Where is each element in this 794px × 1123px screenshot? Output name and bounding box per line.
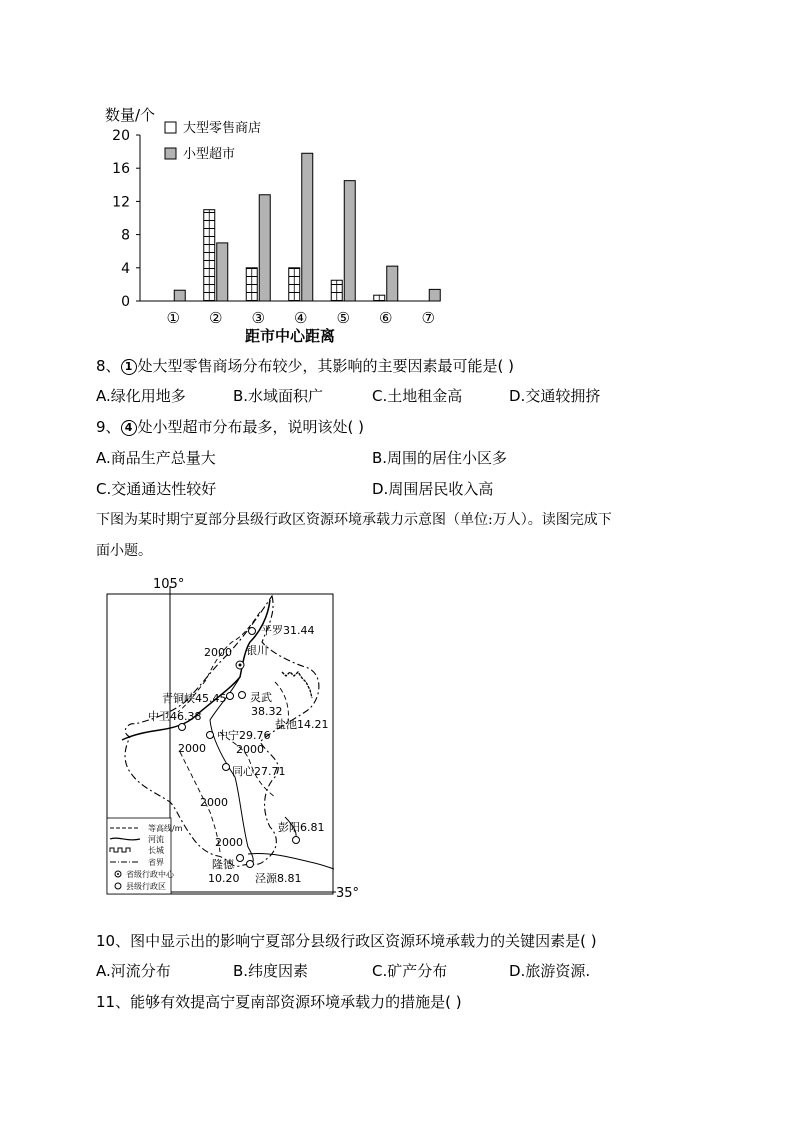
svg-text:省界: 省界 bbox=[148, 858, 164, 867]
place-label-pingluo: 平罗31.44 bbox=[261, 624, 315, 637]
bar-small-market bbox=[174, 290, 185, 301]
x-tick-label: ⑦ bbox=[421, 309, 435, 327]
y-tick-label: 0 bbox=[121, 294, 130, 310]
contour-label: 2000 bbox=[215, 836, 243, 849]
bar-small-market bbox=[217, 243, 228, 301]
bar-chart bbox=[95, 100, 455, 350]
q10-option-a[interactable]: A.河流分布 bbox=[96, 962, 171, 980]
place-label-zhongwei: 中卫46.38 bbox=[148, 710, 202, 723]
place-label-tongxin: 同心27.71 bbox=[232, 765, 286, 778]
place-label-jingyuan: 泾源8.81 bbox=[255, 872, 302, 885]
map-legend bbox=[107, 818, 183, 894]
svg-text:县级行政区: 县级行政区 bbox=[126, 882, 166, 891]
place-label-longde: 隆德 10.20 bbox=[208, 858, 240, 885]
q10-option-d[interactable]: D.旅游资源. bbox=[509, 962, 591, 980]
question-8 bbox=[96, 356, 514, 376]
legend-label-large-store: 大型零售商店 bbox=[183, 121, 262, 136]
bar-small-market bbox=[429, 289, 440, 301]
y-axis-label: 数量/个 bbox=[105, 106, 156, 124]
circled-number-icon: 1 bbox=[121, 359, 137, 375]
question-11: 11、能够有效提高宁夏南部资源环境承载力的措施是( ) bbox=[96, 993, 462, 1011]
svg-text:河流: 河流 bbox=[148, 835, 164, 844]
longitude-label: 105° bbox=[153, 577, 185, 592]
contour-label: 2000 bbox=[204, 646, 232, 659]
q8-option-d[interactable]: D.交通较拥挤 bbox=[509, 387, 601, 405]
y-tick-label: 8 bbox=[121, 227, 130, 244]
intro-line-2: 面小题。 bbox=[96, 543, 152, 559]
x-tick-label: ② bbox=[209, 309, 223, 327]
y-tick-label: 12 bbox=[112, 194, 130, 211]
bar-small-market bbox=[302, 153, 313, 301]
q8-stem: 处大型零售商场分布较少，其影响的主要因素最可能是( ) bbox=[137, 357, 515, 375]
svg-text:等高线/m: 等高线/m bbox=[148, 824, 183, 833]
y-tick-label: 20 bbox=[112, 128, 130, 144]
place-label-qingtongxia: 青铜峡45.45 bbox=[162, 692, 227, 705]
provincial-capital-label: 银川 bbox=[246, 644, 268, 657]
q9-option-c[interactable]: C.交通通达性较好 bbox=[96, 480, 217, 498]
x-tick-label: ⑥ bbox=[379, 309, 393, 327]
svg-text:省级行政中心: 省级行政中心 bbox=[126, 870, 174, 879]
provincial-capital-marker bbox=[239, 664, 242, 667]
q9-number: 9、 bbox=[96, 418, 121, 436]
q9-option-d[interactable]: D.周围居民收入高 bbox=[372, 480, 494, 498]
question-9 bbox=[96, 417, 364, 437]
q8-number: 8、 bbox=[96, 357, 121, 375]
intro-line-1: 下图为某时期宁夏部分县级行政区资源环境承载力示意图（单位:万人）。读图完成下 bbox=[96, 512, 612, 528]
bar-small-market bbox=[259, 195, 270, 301]
q8-option-a[interactable]: A.绿化用地多 bbox=[96, 387, 186, 405]
legend-swatch-large-store bbox=[165, 122, 176, 133]
question-10: 10、图中显示出的影响宁夏部分县级行政区资源环境承载力的关键因素是( ) bbox=[96, 932, 597, 950]
bar-small-market bbox=[387, 266, 398, 301]
circled-number-icon: 4 bbox=[121, 420, 137, 436]
contour-label: 2000 bbox=[178, 742, 206, 755]
contour-label: 2000 bbox=[200, 796, 228, 809]
place-label-pengyang: 彭阳6.81 bbox=[278, 821, 325, 834]
q10-option-c[interactable]: C.矿产分布 bbox=[372, 962, 448, 980]
place-label-yanchi: 盐池14.21 bbox=[275, 718, 329, 731]
x-tick-label: ⑤ bbox=[336, 309, 350, 327]
q9-stem: 处小型超市分布最多，说明该处( ) bbox=[137, 418, 365, 436]
ningxia-map bbox=[100, 572, 365, 912]
svg-text:长城: 长城 bbox=[148, 846, 164, 855]
x-tick-label: ④ bbox=[294, 309, 308, 327]
x-tick-label: ③ bbox=[251, 309, 265, 327]
q10-option-b[interactable]: B.纬度因素 bbox=[233, 962, 309, 980]
place-label-zhongning: 中宁29.76 bbox=[217, 729, 271, 742]
x-tick-label: ① bbox=[166, 309, 180, 327]
q9-option-a[interactable]: A.商品生产总量大 bbox=[96, 449, 216, 467]
y-tick-label: 4 bbox=[121, 260, 130, 277]
x-axis-label: 距市中心距离 bbox=[245, 327, 336, 345]
place-label-lingwu: 灵武 38.32 bbox=[250, 691, 283, 718]
y-tick-label: 16 bbox=[112, 161, 130, 178]
q8-option-b[interactable]: B.水域面积广 bbox=[233, 387, 324, 405]
bar-small-market bbox=[344, 181, 355, 301]
legend-swatch-small-market bbox=[165, 148, 176, 159]
q9-option-b[interactable]: B.周围的居住小区多 bbox=[372, 449, 508, 467]
legend-label-small-market: 小型超市 bbox=[183, 147, 236, 162]
q8-option-c[interactable]: C.土地租金高 bbox=[372, 387, 463, 405]
contour-label: 2000 bbox=[236, 743, 264, 756]
latitude-label: 35° bbox=[336, 886, 360, 901]
